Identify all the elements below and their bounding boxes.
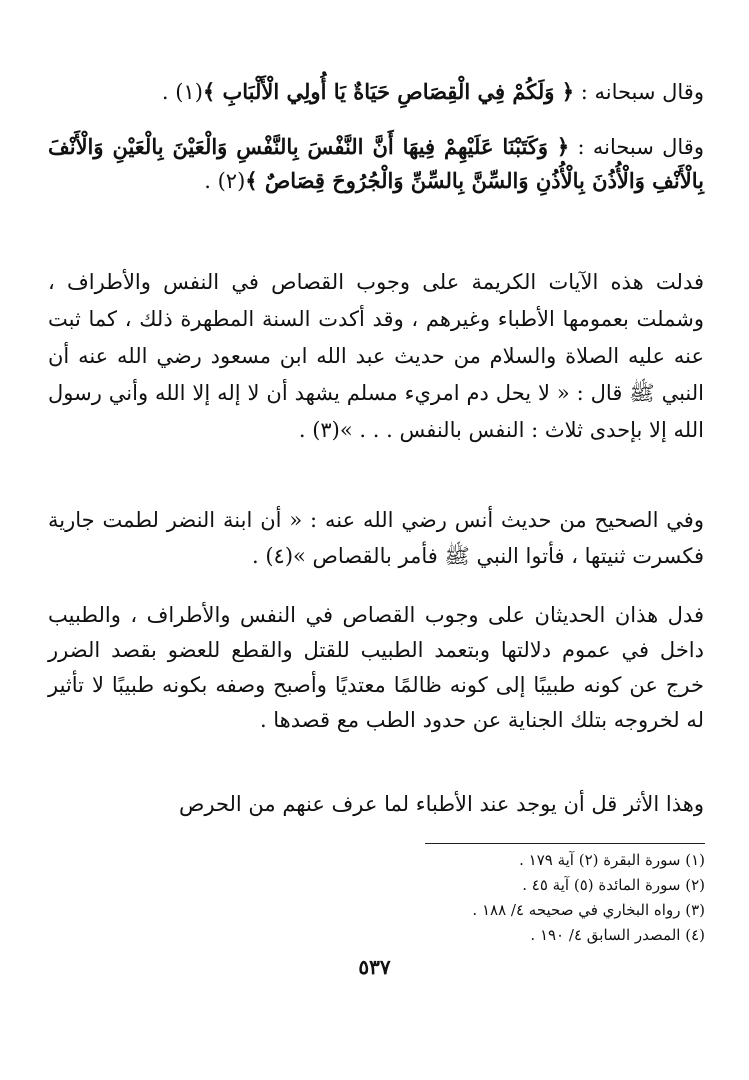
verse-1-quote: ﴿ وَلَكُمْ فِي الْقِصَاصِ حَيَاةٌ يَا أُولِي الْأَلْبَابِ ﴾ <box>202 79 575 104</box>
verse-1-footnote-ref: (١) . <box>161 80 203 104</box>
paragraph-evidence: فدلت هذه الآيات الكريمة على وجوب القصاص في النفس والأطراف ، وشملت بعمومها الأطباء وغيرهم ، وقد أكدت السنة المطهرة ذلك ، كما ثبت عنه عليه الصلاة والسلام من حديث عبد الله ابن مسعود رضي الله عنه أن النبي ﷺ قال : « لا يحل دم امريء مسلم يشهد أن لا إله إلا الله وأني رسول الله إلا بإحدى ثلاث : النفس بالنفس . . . »(٣) . <box>48 270 704 442</box>
verse-1-intro: وقال سبحانه : <box>574 80 704 104</box>
verse-2-footnote-ref: (٢) . <box>204 169 246 193</box>
paragraph-hadith-anas: وفي الصحيح من حديث أنس رضي الله عنه : « أن ابنة النضر لطمت جارية فكسرت ثنيتها ، فأتوا النبي ﷺ فأمر بالقصاص »(٤) . <box>48 508 704 568</box>
footnote-4: (٤) المصدر السابق ٤/ ١٩٠ . <box>530 926 705 944</box>
verse-2-intro: وقال سبحانه : <box>569 135 704 159</box>
page-number: ٥٣٧ <box>358 955 391 979</box>
paragraph-conclusion: فدل هذان الحديثان على وجوب القصاص في النفس والأطراف ، والطبيب داخل في عموم دلالتها وبتعمد الطبيب للقتل والقطع للعضو بقصد الضرر خرج عن كونه طبيبًا إلى كونه ظالمًا معتديًا وأصبح وصفه بكونه طبيبًا لا تأثير له لخروجه بتلك الجناية عن حدود الطب مع قصدها . <box>48 603 704 732</box>
footnote-divider <box>425 843 705 844</box>
paragraph-continuation: وهذا الأثر قل أن يوجد عند الأطباء لما عرف عنهم من الحرص <box>178 792 704 816</box>
paragraph-verse-2 <box>48 130 704 198</box>
paragraph-verse-1 <box>48 74 704 110</box>
verse-2-quote: ﴿ وَكَتَبْنَا عَلَيْهِمْ فِيهَا أَنَّ النَّفْسَ بِالنَّفْسِ وَالْعَيْنَ بِالْعَيْنِ وَالْأَنْفَ بِالْأَنْفِ وَالْأُذُنَ بِالْأُذُنِ وَالسِّنَّ بِالسِّنِّ وَالْجُرُوحَ قِصَاصٌ ﴾ <box>48 134 704 193</box>
footnote-1: (١) سورة البقرة (٢) آية ١٧٩ . <box>519 851 705 869</box>
footnotes <box>250 848 705 948</box>
footnote-3: (٣) رواه البخاري في صحيحه ٤/ ١٨٨ . <box>472 901 705 919</box>
footnote-2: (٢) سورة المائدة (٥) آية ٤٥ . <box>522 876 705 894</box>
